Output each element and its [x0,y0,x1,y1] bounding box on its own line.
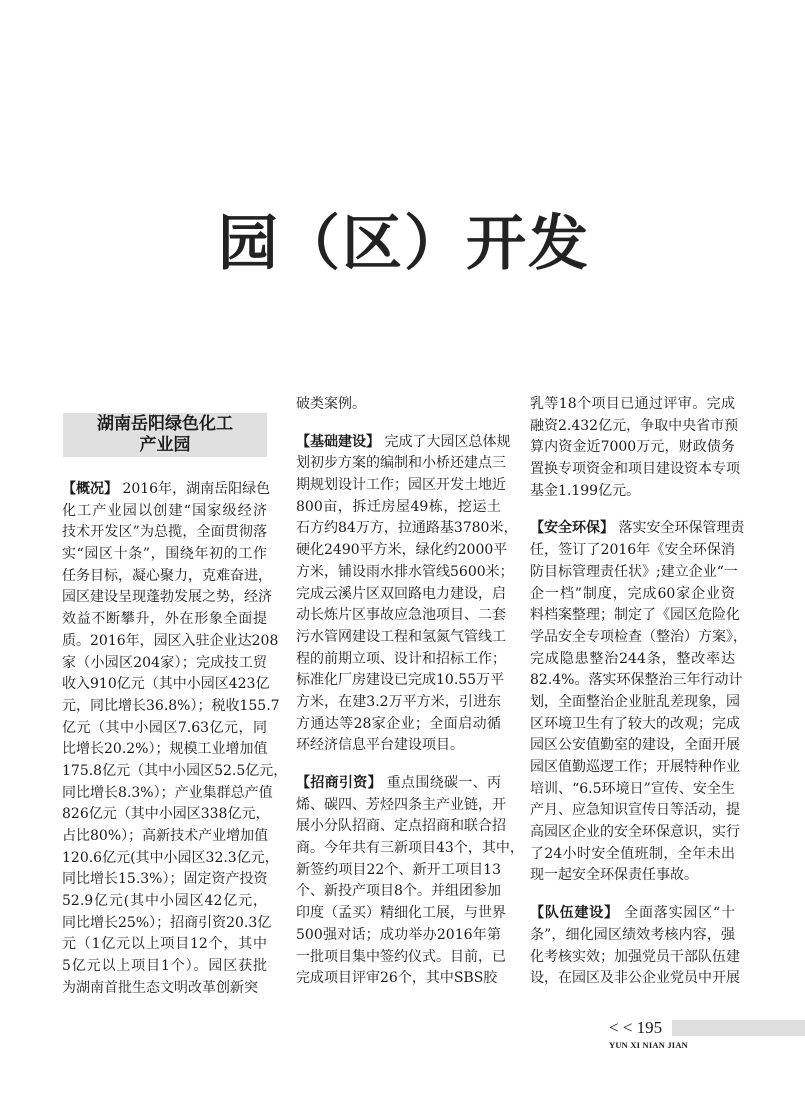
text-line [530,584,735,606]
text-line [62,653,267,675]
text-line-content: 商。今年共有三新项目43个，其中， [296,840,524,857]
text-line [296,627,506,649]
text-line-content: 污水管网建设工程和氢氮气管线工 [296,628,506,645]
text-line-content: 比增长20.2%）；规模工业增加值 [62,741,268,758]
text-line-content: 区环境卫生有了较大的改观；完成 [530,715,740,732]
text-line-content: 实“园区十条”，围绕年初的工作 [62,546,267,563]
text-line [296,735,501,757]
text-line [296,394,501,416]
text-line-content: 化工产业园以创建“国家级经济 [62,502,267,519]
text-line [62,501,267,523]
text-line-content: 程的前期立项、设计和招标工作； [296,650,506,667]
text-line-content: 500强对话；成功举办2016年第 [296,926,501,943]
text-line-content: 环经济信息平台建设项目。 [296,737,464,754]
text-line [296,518,518,540]
text-line [530,459,740,481]
text-line [62,848,279,870]
text-line-content: 融资2.432亿元，争取中央省市预 [530,417,739,434]
text-line-content: 条”，细化园区绩效考核内容，强 [530,926,735,943]
text-line-content: 园区公安值勤室的建设，全面开展 [530,737,740,754]
text-line [62,674,270,696]
text-line [296,968,501,990]
text-line [530,649,735,671]
text-line [62,587,272,609]
section-heading: 【队伍建设】 [530,905,619,922]
text-line [530,605,740,627]
section-heading: 【基础建设】 [296,433,380,450]
text-line-content: 防目标管理责任状》;建立企业“一 [530,563,738,580]
text-line [530,735,740,757]
text-line [296,584,506,606]
text-line-content: 完成云溪片区双回路电力建设，启 [296,585,506,602]
text-line-content: 175.8亿元（其中小园区52.5亿元， [62,762,288,779]
text-line-content: 技术开发区”为总揽，全面贯彻落 [62,524,267,541]
text-line-content: 方米，在建3.2万平方米，引进东 [296,693,501,710]
text-line [530,627,747,649]
text-line [62,869,267,891]
text-line-content: 印度（孟买）精细化工展，与世界 [296,905,506,922]
text-line [530,822,740,844]
text-line-content: 置换专项资金和项目建设资本专项 [530,461,740,478]
section-heading: 【安全环保】 [530,520,614,537]
text-line-content: 为湖南首批生态文明改革创新突 [62,979,258,996]
text-line-content: 同比增长25%）；招商引资20.3亿 [62,914,272,931]
text-line [530,800,740,822]
text-line-content: 全面落实园区“十 [618,905,736,922]
text-line-content: 完成项目评审26个，其中SBS胶 [296,970,498,987]
text-line [296,838,524,860]
text-line-content: 动长炼片区事故应急池项目、二套 [296,607,506,624]
text-line [296,947,506,969]
text-line-content: 烯、碳四、芳烃四条主产业链，开 [296,796,506,813]
text-line-content: 石方约84万方，拉通路基3780米， [296,520,518,537]
text-line [530,670,743,692]
text-line-content: 基金1.199亿元。 [530,482,641,499]
paragraph [296,773,524,990]
text-line [530,518,745,540]
text-line [296,860,501,882]
text-line [62,522,267,544]
text-line-content: 同比增长8.3%）；产业集群总产值 [62,784,273,801]
text-line [296,903,506,925]
text-line [530,540,735,562]
text-line [530,947,740,969]
section-heading: 【招商引资】 [296,775,382,791]
column-3 [530,394,747,1006]
text-line [296,773,501,795]
text-line-content: 任务目标，凝心聚力，克难奋进， [62,567,272,584]
text-line-content: 826亿元（其中小园区338亿元， [62,806,270,823]
text-line [62,631,279,653]
text-line [530,968,740,990]
text-line [530,757,740,779]
text-line-content: 同比增长15.3%）；固定资产投资 [62,871,268,888]
text-line [296,540,508,562]
text-line-content: 元（1亿元以上项目12个，其中 [62,936,267,953]
text-line [62,934,267,956]
footer-bar [672,1020,805,1036]
text-line [62,609,267,631]
text-line-content: 收入910亿元（其中小园区423亿 [62,676,270,693]
text-line-content: 一批项目集中签约仪式。目前，已 [296,948,506,965]
text-line-content: 标准化厂房建设已完成10.55万平 [296,672,505,689]
text-line-content: 高园区企业的安全环保意识，实行 [530,824,740,841]
text-line [296,925,501,947]
text-line [62,566,272,588]
text-line-content: 现一起安全环保责任事故。 [530,867,698,884]
text-line [62,978,267,1000]
text-line [530,844,735,866]
text-line [296,649,506,671]
text-line [296,881,501,903]
text-line-content: 硬化2490平方米，绿化约2000平 [296,542,508,559]
paragraph [530,394,740,502]
text-line-content: 破类案例。 [296,396,366,412]
text-line-content: 效益不断攀升，外在形象全面提 [62,611,267,628]
text-line [62,956,267,978]
text-line [530,925,735,947]
text-line [62,479,271,501]
text-line [530,865,735,887]
text-line [530,903,735,925]
text-line-content: 了24小时安全值班制，全年未出 [530,845,735,862]
text-line-content: 乳等18个项目已通过评审。完成 [530,396,735,412]
text-line-content: 园区值勤巡逻工作；开展特种作业 [530,759,740,775]
paragraph [296,394,501,416]
org-title-line: 湖南岳阳绿色化工 [97,414,233,434]
text-line [296,453,506,475]
text-line-content: 2016年，湖南岳阳绿色 [118,481,271,497]
text-line [530,481,735,503]
text-line [62,718,267,740]
text-line [530,562,738,584]
text-line-content: 家（小园区204家）；完成技工贸 [62,654,267,671]
text-line [62,826,267,848]
text-line [530,692,740,714]
text-line-content: 质。2016年，园区入驻企业达208 [62,632,279,649]
text-line-content: 划，全面整治企业脏乱差现象，园 [530,693,740,710]
text-line-content: 52.9亿元(其中小园区42亿元， [62,893,267,910]
text-line-content: 方米，铺设雨水排水管线5600米； [296,563,514,580]
text-line [530,394,735,416]
text-line-content: 培训、“6.5环境日”宣传、安全生 [530,780,735,797]
text-line [62,739,267,761]
text-line [530,437,735,459]
text-line [296,816,506,838]
text-line-content: 完成了大园区总体规 [380,433,511,450]
paragraph [296,432,518,757]
column-1 [62,479,288,1016]
text-line-content: 任，签订了2016年《安全环保消 [530,542,735,559]
text-line [296,670,505,692]
text-line [296,562,514,584]
text-line [296,714,501,736]
text-line-content: 园区建设呈现蓬勃发展之势，经济 [62,589,272,606]
text-line-content: 产月、应急知识宣传日等活动，提 [530,802,740,819]
org-title-line: 产业园 [139,435,191,455]
text-line-content: 落实安全环保管理责 [614,520,745,537]
page-title: 园（区）开发 [218,209,590,279]
text-line [62,696,280,718]
text-line-content: 完成隐患整治244条，整改率达 [530,650,735,667]
text-line-content: 企一档”制度，完成60家企业资 [530,585,735,602]
section-org-title [63,413,267,457]
text-line-content: 算内资金近7000万元，财政债务 [530,439,735,456]
text-line [62,891,267,913]
paragraph [62,479,288,1000]
text-line-content: 个、新投产项目8个。并组团参加 [296,883,501,900]
text-line [62,913,272,935]
text-line [62,544,267,566]
text-line [530,714,740,736]
paragraph [530,903,740,990]
text-line [530,779,735,801]
text-line-content: 期规划设计工作；园区开发土地近 [296,477,506,494]
section-heading: 【概况】 [62,481,118,497]
text-line [296,795,506,817]
page-number: < < 195 [609,1018,663,1037]
text-line-content: 化考核实效；加强党员干部队伍建 [530,948,740,965]
text-line [296,432,511,454]
text-line-content: 设，在园区及非公企业党员中开展 [530,970,740,987]
text-line [296,692,501,714]
text-line-content: 82.4%。落实环保整治三年行动计 [530,672,743,689]
text-line-content: 占比80%）；高新技术产业增加值 [62,828,269,844]
text-line [296,475,506,497]
text-line-content: 120.6亿元(其中小园区32.3亿元， [62,849,279,866]
text-line-content: 新签约项目22个、新开工项目13 [296,861,501,878]
text-line-content: 重点围绕碳一、丙 [381,775,502,791]
text-line-content: 划初步方案的编制和小桥还建点三 [296,455,506,472]
text-line-content: 亿元（其中小园区7.63亿元，同 [62,719,267,736]
text-line [62,804,270,826]
text-line [296,605,506,627]
text-line-content: 料档案整理；制定了《园区危险化 [530,607,740,624]
column-2 [296,394,524,1006]
text-line [530,416,739,438]
text-line [62,783,273,805]
text-line [62,761,288,783]
journal-name: YUN XI NIAN JIAN [609,1040,688,1050]
text-line-content: 元，同比增长36.8%）；税收155.7 [62,697,280,714]
text-line-content: 方通达等28家企业；全面启动循 [296,715,501,732]
text-line-content: 5亿元以上项目1个）。园区获批 [62,958,267,975]
paragraph [530,518,747,887]
text-line-content: 800亩，拆迁房屋49栋，挖运土 [296,498,501,515]
text-line-content: 学品安全专项检查（整治）方案》， [530,628,747,645]
text-line [296,497,501,519]
text-line-content: 展小分队招商、定点招商和联合招 [296,818,506,835]
